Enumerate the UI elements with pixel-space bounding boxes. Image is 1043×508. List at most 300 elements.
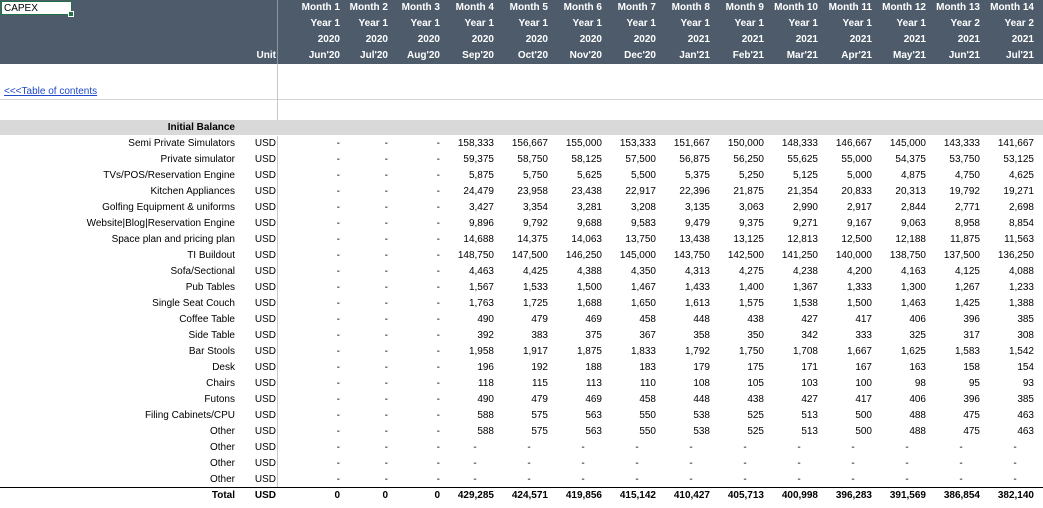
cell-value[interactable]: 147,500: [511, 250, 548, 261]
cell-value[interactable]: 1,613: [684, 298, 710, 309]
cell-value[interactable]: 2,990: [792, 202, 818, 213]
cell-value[interactable]: 118: [478, 378, 494, 389]
cell-value[interactable]: -: [336, 266, 340, 277]
row-label[interactable]: Side Table: [188, 330, 235, 341]
cell-value[interactable]: 475: [963, 410, 980, 421]
cell-value[interactable]: 0: [334, 490, 340, 501]
cell-value[interactable]: 3,427: [468, 202, 494, 213]
cell-value[interactable]: 23,438: [571, 186, 602, 197]
cell-value[interactable]: -: [336, 282, 340, 293]
cell-value[interactable]: 140,000: [835, 250, 872, 261]
cell-value[interactable]: 4,463: [468, 266, 494, 277]
cell-value[interactable]: -: [384, 186, 388, 197]
cell-value[interactable]: 575: [531, 426, 548, 437]
row-unit[interactable]: USD: [254, 314, 276, 325]
cell-value[interactable]: -: [1013, 474, 1017, 485]
row-label[interactable]: Private simulator: [160, 154, 235, 165]
cell-value[interactable]: -: [635, 442, 639, 453]
cell-value[interactable]: 55,625: [787, 154, 818, 165]
cell-value[interactable]: 538: [693, 426, 710, 437]
cell-value[interactable]: -: [436, 266, 440, 277]
cell-value[interactable]: -: [384, 410, 388, 421]
cell-value[interactable]: 146,250: [565, 250, 602, 261]
cell-value[interactable]: 59,375: [463, 154, 494, 165]
cell-value[interactable]: 469: [585, 314, 602, 325]
cell-value[interactable]: -: [436, 314, 440, 325]
cell-value[interactable]: 143,333: [943, 138, 980, 149]
cell-value[interactable]: 11,563: [1004, 234, 1034, 245]
row-label[interactable]: Other: [209, 458, 235, 469]
cell-value[interactable]: -: [581, 474, 585, 485]
cell-value[interactable]: 3,281: [576, 202, 602, 213]
cell-value[interactable]: 23,958: [517, 186, 548, 197]
cell-value[interactable]: -: [336, 186, 340, 197]
cell-value[interactable]: 1,750: [738, 346, 764, 357]
cell-value[interactable]: 488: [909, 410, 926, 421]
cell-value[interactable]: 500: [855, 426, 872, 437]
cell-value[interactable]: 1,500: [576, 282, 602, 293]
cell-value[interactable]: 427: [801, 394, 818, 405]
cell-value[interactable]: 1,763: [468, 298, 494, 309]
cell-value[interactable]: 367: [639, 330, 656, 341]
cell-value[interactable]: 5,000: [846, 170, 872, 181]
cell-value[interactable]: -: [527, 458, 531, 469]
cell-value[interactable]: -: [797, 442, 801, 453]
cell-value[interactable]: 9,375: [738, 218, 764, 229]
cell-value[interactable]: -: [336, 458, 340, 469]
cell-value[interactable]: 1,533: [522, 282, 548, 293]
cell-value[interactable]: -: [743, 442, 747, 453]
cell-value[interactable]: 146,667: [835, 138, 872, 149]
row-label[interactable]: Futons: [204, 394, 235, 405]
cell-value[interactable]: 4,425: [522, 266, 548, 277]
cell-value[interactable]: 14,063: [571, 234, 602, 245]
cell-value[interactable]: -: [851, 442, 855, 453]
cell-value[interactable]: 463: [1017, 410, 1034, 421]
cell-value[interactable]: 525: [747, 410, 764, 421]
cell-value[interactable]: -: [384, 346, 388, 357]
cell-value[interactable]: -: [336, 170, 340, 181]
row-label[interactable]: Chairs: [206, 378, 235, 389]
cell-value[interactable]: 2,917: [846, 202, 872, 213]
cell-value[interactable]: 385: [1017, 314, 1034, 325]
cell-value[interactable]: -: [384, 458, 388, 469]
cell-value[interactable]: 342: [801, 330, 818, 341]
cell-value[interactable]: 405,713: [727, 490, 764, 501]
row-unit[interactable]: USD: [254, 138, 276, 149]
cell-value[interactable]: 1,958: [468, 346, 494, 357]
cell-value[interactable]: 9,167: [846, 218, 872, 229]
cell-value[interactable]: 400,998: [781, 490, 818, 501]
cell-value[interactable]: 490: [477, 314, 494, 325]
cell-value[interactable]: 1,300: [900, 282, 926, 293]
cell-value[interactable]: 513: [801, 426, 818, 437]
cell-value[interactable]: 13,750: [625, 234, 656, 245]
cell-value[interactable]: -: [473, 442, 477, 453]
cell-value[interactable]: -: [336, 298, 340, 309]
cell-value[interactable]: 1,388: [1008, 298, 1034, 309]
cell-value[interactable]: 1,688: [576, 298, 602, 309]
cell-value[interactable]: -: [635, 458, 639, 469]
cell-value[interactable]: 171: [801, 362, 818, 373]
cell-value[interactable]: 317: [963, 330, 980, 341]
row-unit[interactable]: USD: [254, 298, 276, 309]
cell-value[interactable]: 1,467: [630, 282, 656, 293]
cell-value[interactable]: 538: [693, 410, 710, 421]
cell-value[interactable]: 1,433: [684, 282, 710, 293]
row-label[interactable]: Bar Stools: [188, 346, 235, 357]
row-unit[interactable]: USD: [254, 362, 276, 373]
cell-value[interactable]: 588: [477, 410, 494, 421]
cell-value[interactable]: 588: [477, 426, 494, 437]
cell-value[interactable]: 154: [1017, 362, 1034, 373]
cell-value[interactable]: -: [581, 458, 585, 469]
cell-value[interactable]: 488: [909, 426, 926, 437]
cell-value[interactable]: 9,479: [684, 218, 710, 229]
row-label[interactable]: Coffee Table: [179, 314, 235, 325]
cell-value[interactable]: 9,063: [900, 218, 926, 229]
cell-value[interactable]: 22,917: [625, 186, 656, 197]
fill-handle[interactable]: [68, 11, 74, 17]
cell-value[interactable]: 458: [639, 314, 656, 325]
row-unit[interactable]: USD: [254, 202, 276, 213]
cell-value[interactable]: -: [384, 330, 388, 341]
row-label[interactable]: Desk: [212, 362, 235, 373]
cell-value[interactable]: 13,125: [733, 234, 764, 245]
cell-value[interactable]: 391,569: [889, 490, 926, 501]
cell-value[interactable]: 417: [855, 314, 872, 325]
cell-value[interactable]: 5,750: [522, 170, 548, 181]
cell-value[interactable]: -: [436, 458, 440, 469]
cell-value[interactable]: 141,250: [781, 250, 818, 261]
row-label[interactable]: Website|Blog|Reservation Engine: [86, 218, 235, 229]
row-unit[interactable]: USD: [254, 378, 276, 389]
cell-value[interactable]: -: [336, 426, 340, 437]
cell-value[interactable]: 1,425: [954, 298, 980, 309]
cell-value[interactable]: -: [384, 266, 388, 277]
cell-value[interactable]: -: [336, 474, 340, 485]
cell-value[interactable]: -: [436, 154, 440, 165]
cell-value[interactable]: 150,000: [727, 138, 764, 149]
cell-value[interactable]: 1,400: [738, 282, 764, 293]
cell-value[interactable]: 192: [531, 362, 548, 373]
row-label[interactable]: Semi Private Simulators: [128, 138, 235, 149]
cell-value[interactable]: -: [905, 474, 909, 485]
cell-value[interactable]: 417: [855, 394, 872, 405]
cell-value[interactable]: -: [384, 138, 388, 149]
row-label[interactable]: Other: [209, 426, 235, 437]
cell-value[interactable]: 58,125: [571, 154, 602, 165]
cell-value[interactable]: 8,854: [1008, 218, 1034, 229]
cell-value[interactable]: 13,438: [679, 234, 710, 245]
cell-value[interactable]: 1,367: [792, 282, 818, 293]
cell-value[interactable]: -: [436, 170, 440, 181]
cell-value[interactable]: 55,000: [841, 154, 872, 165]
row-label[interactable]: Filing Cabinets/CPU: [144, 410, 235, 421]
cell-value[interactable]: 158: [963, 362, 980, 373]
cell-value[interactable]: 57,500: [625, 154, 656, 165]
cell-value[interactable]: -: [436, 282, 440, 293]
cell-value[interactable]: 429,285: [457, 490, 494, 501]
cell-value[interactable]: 156,667: [511, 138, 548, 149]
cell-value[interactable]: 12,813: [787, 234, 818, 245]
cell-value[interactable]: -: [436, 330, 440, 341]
cell-value[interactable]: 550: [639, 426, 656, 437]
cell-value[interactable]: 396: [963, 394, 980, 405]
cell-value[interactable]: 9,583: [630, 218, 656, 229]
cell-value[interactable]: 1,463: [900, 298, 926, 309]
cell-value[interactable]: 19,271: [1003, 186, 1034, 197]
cell-value[interactable]: -: [384, 362, 388, 373]
row-unit[interactable]: USD: [254, 218, 276, 229]
row-label[interactable]: Kitchen Appliances: [150, 186, 235, 197]
cell-value[interactable]: 406: [909, 314, 926, 325]
cell-value[interactable]: 1,725: [522, 298, 548, 309]
cell-value[interactable]: 4,388: [576, 266, 602, 277]
cell-value[interactable]: 419,856: [565, 490, 602, 501]
cell-value[interactable]: 56,250: [733, 154, 764, 165]
cell-value[interactable]: -: [384, 154, 388, 165]
cell-value[interactable]: 5,125: [792, 170, 818, 181]
cell-value[interactable]: 1,875: [576, 346, 602, 357]
cell-value[interactable]: 148,750: [457, 250, 494, 261]
cell-value[interactable]: 448: [693, 314, 710, 325]
cell-value[interactable]: -: [851, 474, 855, 485]
cell-value[interactable]: -: [384, 314, 388, 325]
cell-value[interactable]: 469: [585, 394, 602, 405]
cell-value[interactable]: 4,875: [900, 170, 926, 181]
cell-value[interactable]: 108: [693, 378, 710, 389]
cell-value[interactable]: 20,313: [895, 186, 926, 197]
cell-value[interactable]: 22,396: [679, 186, 710, 197]
row-label[interactable]: TI Buildout: [187, 250, 235, 261]
cell-value[interactable]: 4,625: [1008, 170, 1034, 181]
row-unit[interactable]: USD: [254, 442, 276, 453]
cell-value[interactable]: 12,500: [841, 234, 872, 245]
cell-value[interactable]: 448: [693, 394, 710, 405]
cell-value[interactable]: -: [436, 234, 440, 245]
cell-value[interactable]: 145,000: [889, 138, 926, 149]
cell-value[interactable]: -: [384, 202, 388, 213]
cell-value[interactable]: 4,350: [630, 266, 656, 277]
cell-value[interactable]: -: [436, 250, 440, 261]
cell-value[interactable]: -: [797, 458, 801, 469]
cell-value[interactable]: 20,833: [841, 186, 872, 197]
cell-value[interactable]: 375: [585, 330, 602, 341]
cell-value[interactable]: 1,650: [630, 298, 656, 309]
cell-value[interactable]: 141,667: [997, 138, 1034, 149]
row-unit[interactable]: USD: [254, 330, 276, 341]
cell-value[interactable]: -: [384, 378, 388, 389]
cell-value[interactable]: -: [336, 234, 340, 245]
cell-value[interactable]: -: [436, 426, 440, 437]
cell-value[interactable]: -: [436, 218, 440, 229]
cell-value[interactable]: 158,333: [457, 138, 494, 149]
cell-value[interactable]: -: [473, 458, 477, 469]
cell-value[interactable]: 105: [747, 378, 764, 389]
cell-value[interactable]: 151,667: [673, 138, 710, 149]
cell-value[interactable]: -: [743, 474, 747, 485]
cell-value[interactable]: 145,000: [619, 250, 656, 261]
cell-value[interactable]: 4,238: [792, 266, 818, 277]
cell-value[interactable]: -: [384, 250, 388, 261]
row-unit[interactable]: USD: [254, 154, 276, 165]
cell-value[interactable]: 9,271: [792, 218, 818, 229]
cell-value[interactable]: 100: [855, 378, 872, 389]
cell-value[interactable]: 11,875: [950, 234, 980, 245]
cell-value[interactable]: 500: [855, 410, 872, 421]
cell-value[interactable]: 396,283: [835, 490, 872, 501]
cell-value[interactable]: 5,375: [684, 170, 710, 181]
cell-value[interactable]: -: [436, 410, 440, 421]
cell-value[interactable]: 137,500: [943, 250, 980, 261]
cell-value[interactable]: 333: [855, 330, 872, 341]
cell-value[interactable]: -: [527, 474, 531, 485]
cell-value[interactable]: 98: [914, 378, 926, 389]
cell-value[interactable]: 3,354: [522, 202, 548, 213]
cell-value[interactable]: 153,333: [619, 138, 656, 149]
cell-value[interactable]: 196: [477, 362, 494, 373]
cell-value[interactable]: 113: [586, 378, 602, 389]
cell-value[interactable]: 19,792: [949, 186, 980, 197]
cell-value[interactable]: 175: [747, 362, 764, 373]
cell-value[interactable]: 53,125: [1003, 154, 1034, 165]
cell-value[interactable]: 9,792: [522, 218, 548, 229]
cell-value[interactable]: 424,571: [511, 490, 548, 501]
row-unit[interactable]: USD: [254, 394, 276, 405]
cell-value[interactable]: 24,479: [463, 186, 494, 197]
cell-value[interactable]: 575: [531, 410, 548, 421]
cell-value[interactable]: 4,750: [954, 170, 980, 181]
cell-value[interactable]: 479: [531, 394, 548, 405]
cell-value[interactable]: -: [1013, 442, 1017, 453]
cell-value[interactable]: 386,854: [943, 490, 980, 501]
cell-value[interactable]: -: [436, 138, 440, 149]
cell-value[interactable]: -: [689, 442, 693, 453]
cell-value[interactable]: -: [436, 474, 440, 485]
cell-value[interactable]: -: [336, 218, 340, 229]
cell-value[interactable]: -: [336, 330, 340, 341]
cell-value[interactable]: 12,188: [895, 234, 926, 245]
cell-value[interactable]: 138,750: [889, 250, 926, 261]
cell-value[interactable]: 513: [801, 410, 818, 421]
cell-value[interactable]: 479: [531, 314, 548, 325]
cell-value[interactable]: 385: [1017, 394, 1034, 405]
cell-value[interactable]: 308: [1017, 330, 1034, 341]
cell-value[interactable]: 21,875: [733, 186, 764, 197]
cell-value[interactable]: -: [336, 346, 340, 357]
row-unit[interactable]: USD: [254, 186, 276, 197]
cell-value[interactable]: -: [384, 442, 388, 453]
cell-value[interactable]: -: [635, 474, 639, 485]
row-unit[interactable]: USD: [254, 458, 276, 469]
cell-value[interactable]: -: [436, 442, 440, 453]
row-label[interactable]: Single Seat Couch: [152, 298, 235, 309]
cell-value[interactable]: -: [436, 202, 440, 213]
cell-value[interactable]: 550: [639, 410, 656, 421]
cell-value[interactable]: 3,208: [630, 202, 656, 213]
row-label[interactable]: TVs/POS/Reservation Engine: [103, 170, 235, 181]
cell-value[interactable]: 2,698: [1008, 202, 1034, 213]
cell-value[interactable]: 396: [963, 314, 980, 325]
row-label[interactable]: Total: [211, 490, 235, 501]
cell-value[interactable]: 1,833: [630, 346, 656, 357]
cell-value[interactable]: 438: [747, 394, 764, 405]
cell-value[interactable]: 14,688: [463, 234, 494, 245]
cell-value[interactable]: 9,688: [576, 218, 602, 229]
cell-value[interactable]: 179: [693, 362, 710, 373]
cell-value[interactable]: -: [436, 186, 440, 197]
cell-value[interactable]: 1,542: [1008, 346, 1034, 357]
cell-value[interactable]: 325: [909, 330, 926, 341]
cell-value[interactable]: -: [384, 218, 388, 229]
cell-value[interactable]: 8,958: [954, 218, 980, 229]
cell-value[interactable]: 5,500: [630, 170, 656, 181]
cell-value[interactable]: 406: [909, 394, 926, 405]
row-unit[interactable]: USD: [254, 410, 276, 421]
row-label[interactable]: Other: [209, 442, 235, 453]
cell-value[interactable]: 4,313: [684, 266, 710, 277]
cell-value[interactable]: 358: [693, 330, 710, 341]
cell-value[interactable]: -: [689, 474, 693, 485]
cell-value[interactable]: -: [384, 426, 388, 437]
cell-value[interactable]: -: [905, 442, 909, 453]
cell-value[interactable]: 188: [585, 362, 602, 373]
cell-value[interactable]: -: [797, 474, 801, 485]
cell-value[interactable]: 463: [1017, 426, 1034, 437]
cell-value[interactable]: 1,667: [846, 346, 872, 357]
cell-value[interactable]: 163: [909, 362, 926, 373]
name-box[interactable]: [1, 1, 72, 15]
cell-value[interactable]: 1,792: [684, 346, 710, 357]
cell-value[interactable]: 383: [531, 330, 548, 341]
cell-value[interactable]: -: [959, 474, 963, 485]
table-of-contents-link[interactable]: <<<Table of contents: [4, 86, 98, 97]
cell-value[interactable]: -: [384, 282, 388, 293]
cell-value[interactable]: -: [336, 378, 340, 389]
cell-value[interactable]: -: [336, 202, 340, 213]
cell-value[interactable]: -: [1013, 458, 1017, 469]
cell-value[interactable]: -: [384, 394, 388, 405]
cell-value[interactable]: -: [336, 314, 340, 325]
row-unit[interactable]: USD: [254, 346, 276, 357]
cell-value[interactable]: -: [336, 362, 340, 373]
cell-value[interactable]: -: [384, 234, 388, 245]
cell-value[interactable]: 415,142: [619, 490, 656, 501]
cell-value[interactable]: 3,063: [738, 202, 764, 213]
cell-value[interactable]: -: [743, 458, 747, 469]
row-label[interactable]: Sofa/Sectional: [170, 266, 235, 277]
cell-value[interactable]: 167: [855, 362, 872, 373]
cell-value[interactable]: -: [905, 458, 909, 469]
cell-value[interactable]: -: [436, 378, 440, 389]
cell-value[interactable]: 4,200: [846, 266, 872, 277]
cell-value[interactable]: 0: [382, 490, 388, 501]
cell-value[interactable]: 392: [477, 330, 494, 341]
cell-value[interactable]: 563: [585, 426, 602, 437]
cell-value[interactable]: 1,267: [954, 282, 980, 293]
row-unit[interactable]: USD: [254, 250, 276, 261]
cell-value[interactable]: -: [689, 458, 693, 469]
cell-value[interactable]: 58,750: [517, 154, 548, 165]
cell-value[interactable]: 4,275: [738, 266, 764, 277]
cell-value[interactable]: 14,375: [517, 234, 548, 245]
cell-value[interactable]: 183: [639, 362, 656, 373]
cell-value[interactable]: 2,844: [900, 202, 926, 213]
cell-value[interactable]: 136,250: [997, 250, 1034, 261]
cell-value[interactable]: -: [384, 170, 388, 181]
cell-value[interactable]: 5,625: [576, 170, 602, 181]
